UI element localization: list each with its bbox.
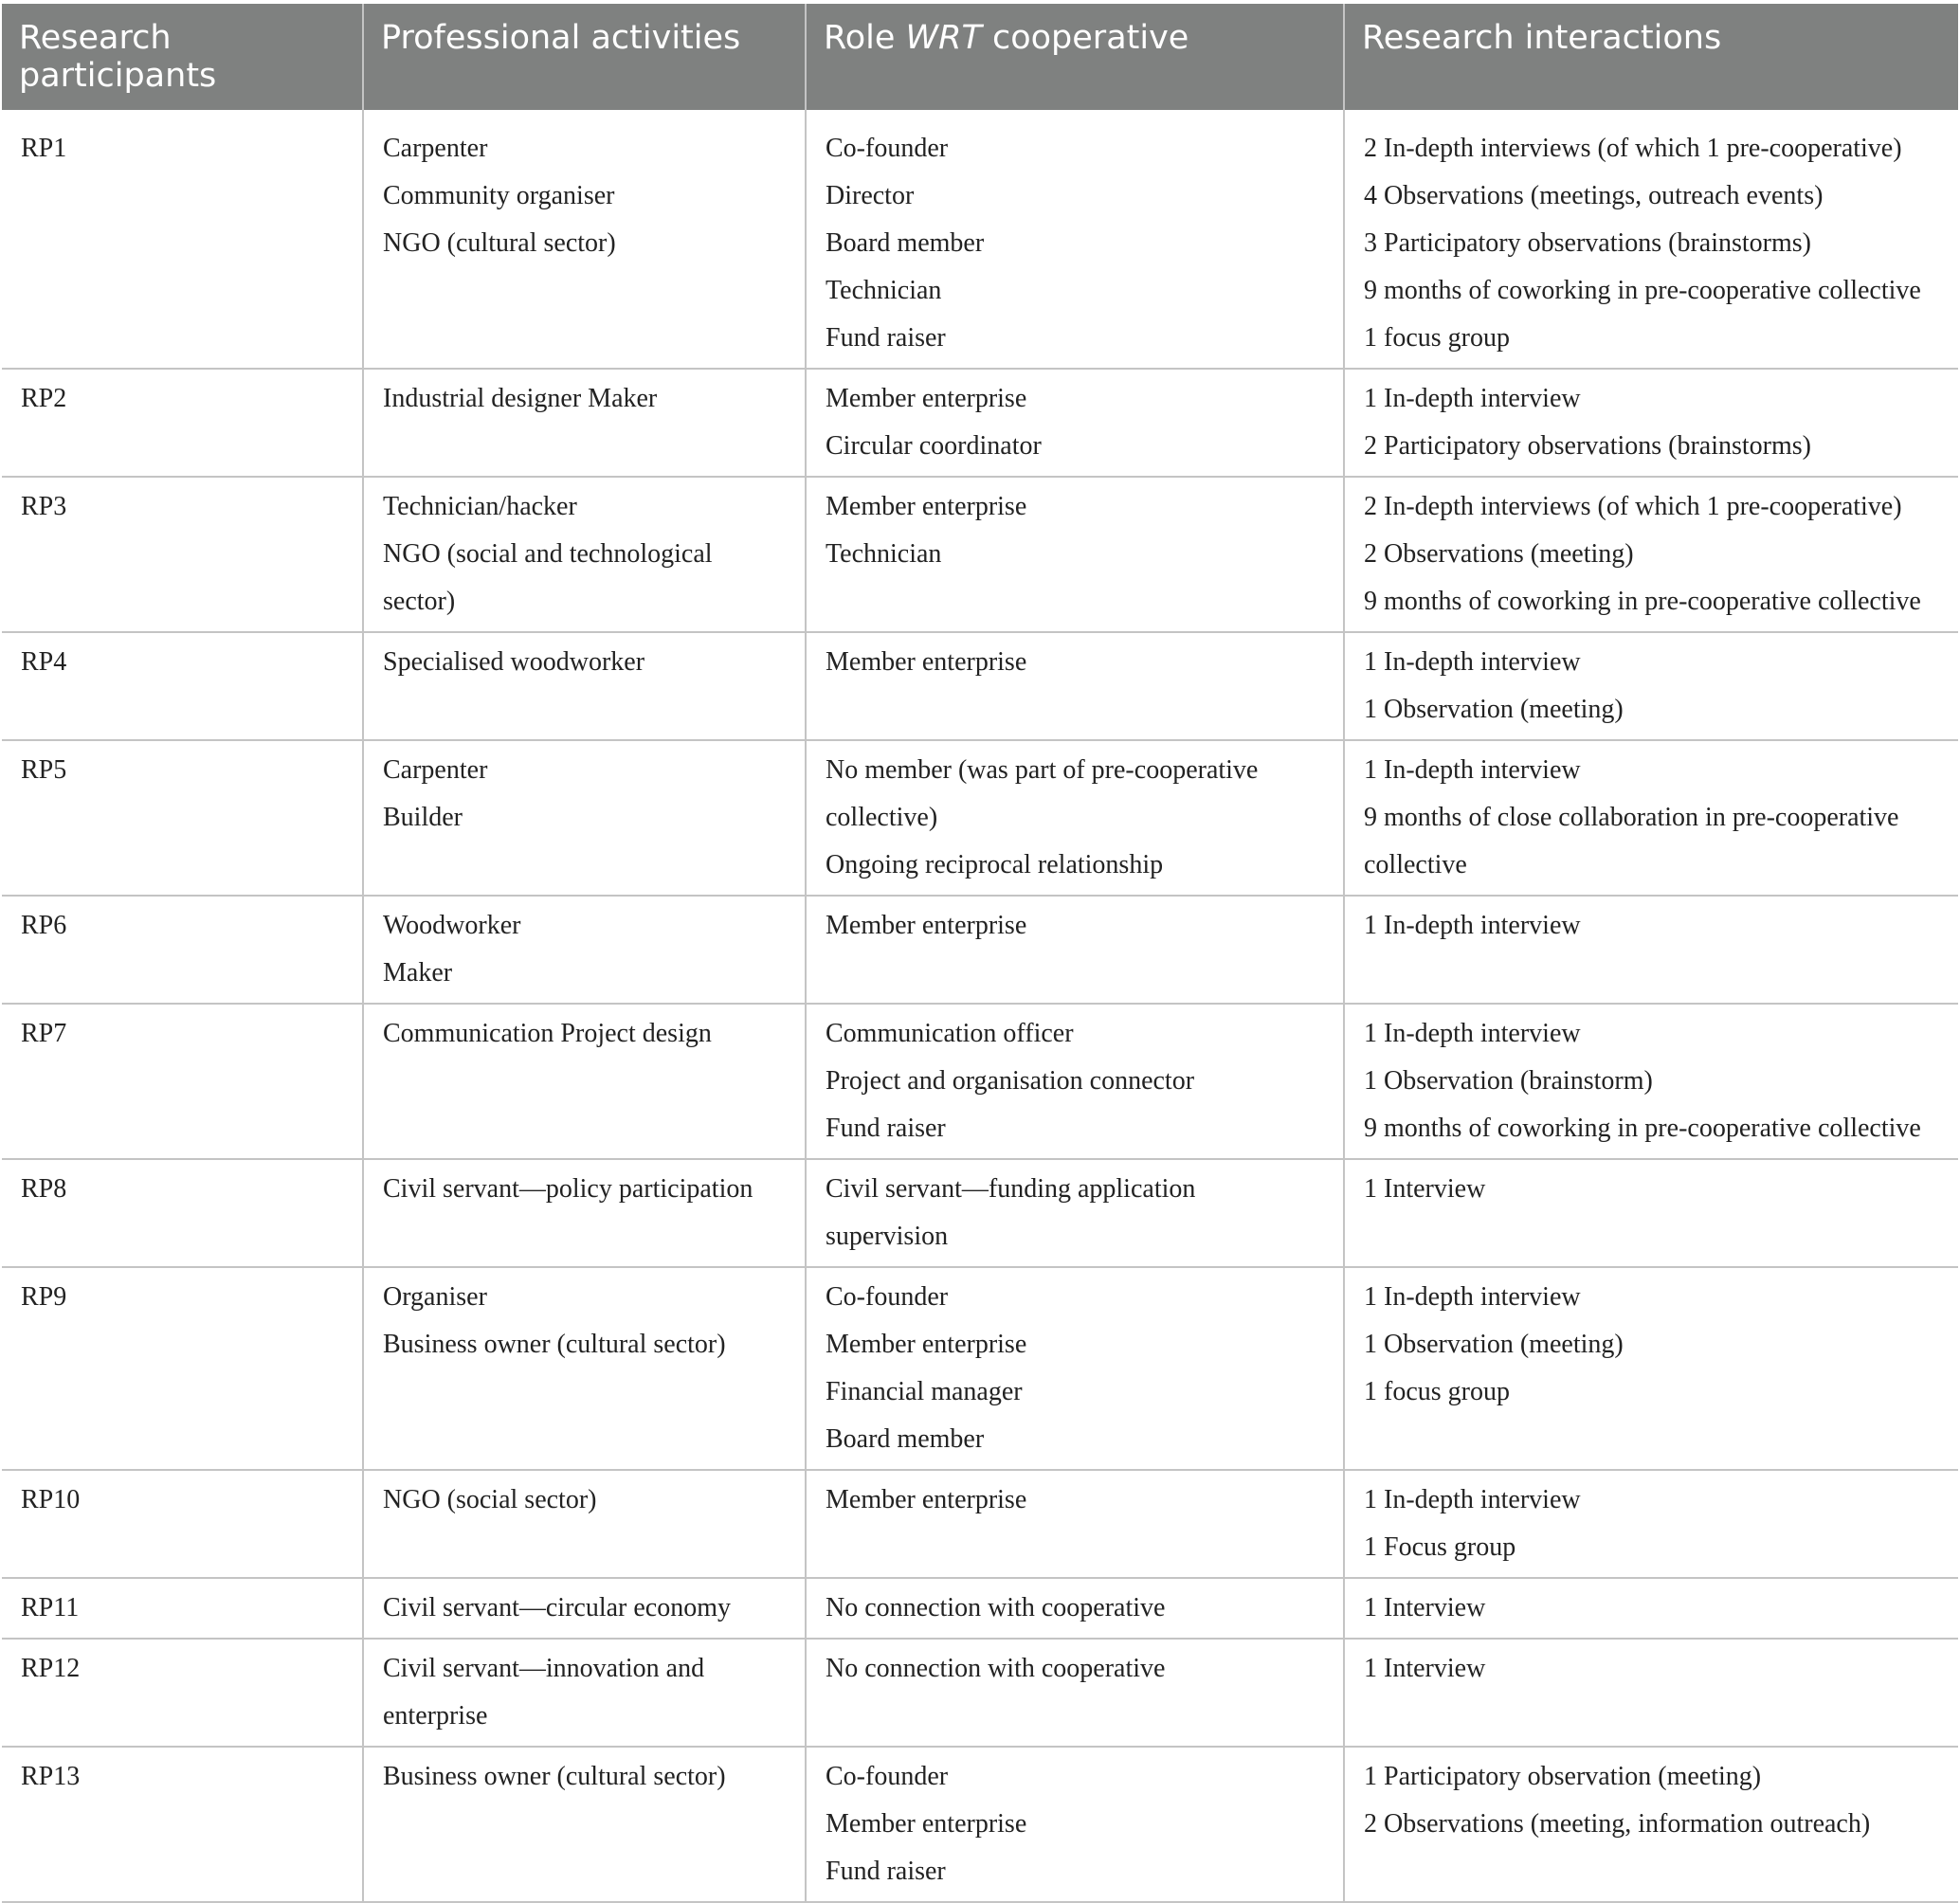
professional-activities-cell bbox=[363, 110, 806, 369]
cell-line: 9 months of coworking in pre-cooperative collective bbox=[1364, 1114, 1921, 1143]
cell-line: 1 Observation (meeting) bbox=[1364, 1330, 1624, 1359]
cell-line: Board member bbox=[826, 1424, 985, 1454]
professional-activities-cell bbox=[363, 896, 806, 1004]
table-row bbox=[2, 1267, 1958, 1470]
cell-line: 1 focus group bbox=[1364, 1377, 1510, 1406]
cell-line: 1 In-depth interview bbox=[1364, 755, 1581, 785]
cell-line: Board member bbox=[826, 228, 985, 258]
table-row bbox=[2, 1639, 1958, 1747]
cell-line: 2 Participatory observations (brainstorms) bbox=[1364, 431, 1812, 461]
role-cell bbox=[806, 1159, 1344, 1267]
cell-line: 1 In-depth interview bbox=[1364, 911, 1581, 940]
cell-line: No connection with cooperative bbox=[826, 1593, 1166, 1622]
role-cell bbox=[806, 110, 1344, 369]
professional-activities-cell bbox=[363, 1267, 806, 1470]
cell-line: Member enterprise bbox=[826, 492, 1027, 521]
research-interactions-cell bbox=[1344, 1578, 1958, 1639]
cell-line: 1 In-depth interview bbox=[1364, 384, 1581, 413]
cell-line: Builder bbox=[383, 803, 463, 832]
participant-cell: RP12 bbox=[2, 1639, 363, 1747]
table-row bbox=[2, 1470, 1958, 1578]
cell-line: 2 Observations (meeting, information outreach) bbox=[1364, 1809, 1871, 1839]
participant-cell: RP1 bbox=[2, 110, 363, 369]
cell-line: 1 Observation (meeting) bbox=[1364, 695, 1624, 724]
cell-line: NGO (cultural sector) bbox=[383, 228, 616, 258]
role-cell bbox=[806, 1639, 1344, 1747]
cell-line: 1 Observation (brainstorm) bbox=[1364, 1066, 1653, 1096]
header-research-participants: Research participants bbox=[2, 4, 363, 110]
cell-line: Communication Project design bbox=[383, 1019, 712, 1048]
role-cell bbox=[806, 477, 1344, 632]
participant-cell: RP3 bbox=[2, 477, 363, 632]
professional-activities-cell bbox=[363, 740, 806, 896]
cell-line: Civil servant—funding application supervision bbox=[826, 1174, 1196, 1251]
participant-cell: RP5 bbox=[2, 740, 363, 896]
participant-cell: RP2 bbox=[2, 369, 363, 477]
research-interactions-cell bbox=[1344, 1159, 1958, 1267]
role-cell bbox=[806, 369, 1344, 477]
cell-line: Organiser bbox=[383, 1282, 487, 1312]
cell-line: Technician bbox=[826, 276, 942, 305]
table-row bbox=[2, 477, 1958, 632]
role-cell bbox=[806, 740, 1344, 896]
cell-line: 1 Participatory observation (meeting) bbox=[1364, 1762, 1762, 1791]
participant-cell: RP7 bbox=[2, 1004, 363, 1159]
table-row bbox=[2, 1578, 1958, 1639]
table-body bbox=[2, 110, 1958, 1902]
cell-line: Financial manager bbox=[826, 1377, 1023, 1406]
cell-line: 9 months of coworking in pre-cooperative collective bbox=[1364, 587, 1921, 616]
header-row bbox=[2, 4, 1958, 110]
participant-cell: RP11 bbox=[2, 1578, 363, 1639]
cell-line: 1 In-depth interview bbox=[1364, 647, 1581, 677]
research-interactions-cell bbox=[1344, 632, 1958, 740]
cell-line: Member enterprise bbox=[826, 1485, 1027, 1514]
professional-activities-cell bbox=[363, 1004, 806, 1159]
cell-line: Circular coordinator bbox=[826, 431, 1042, 461]
research-interactions-cell bbox=[1344, 1639, 1958, 1747]
participant-cell: RP10 bbox=[2, 1470, 363, 1578]
cell-line: Industrial designer Maker bbox=[383, 384, 658, 413]
cell-line: Business owner (cultural sector) bbox=[383, 1330, 726, 1359]
cell-line: 3 Participatory observations (brainstorms) bbox=[1364, 228, 1812, 258]
cell-line: Member enterprise bbox=[826, 911, 1027, 940]
role-cell bbox=[806, 1470, 1344, 1578]
research-interactions-cell bbox=[1344, 1004, 1958, 1159]
role-cell bbox=[806, 1267, 1344, 1470]
professional-activities-cell bbox=[363, 477, 806, 632]
professional-activities-cell bbox=[363, 369, 806, 477]
cell-line: Ongoing reciprocal relationship bbox=[826, 850, 1164, 879]
research-interactions-cell bbox=[1344, 740, 1958, 896]
cell-line: Fund raiser bbox=[826, 323, 946, 353]
cell-line: Maker bbox=[383, 958, 453, 988]
cell-line: Member enterprise bbox=[826, 1809, 1027, 1839]
cell-line: 1 Interview bbox=[1364, 1593, 1486, 1622]
cell-line: Technician/hacker bbox=[383, 492, 577, 521]
table-row bbox=[2, 1747, 1958, 1902]
professional-activities-cell bbox=[363, 1639, 806, 1747]
cell-line: 2 In-depth interviews (of which 1 pre-cooperative) bbox=[1364, 492, 1902, 521]
professional-activities-cell bbox=[363, 1578, 806, 1639]
cell-line: Technician bbox=[826, 539, 942, 569]
research-interactions-cell bbox=[1344, 1470, 1958, 1578]
cell-line: 2 In-depth interviews (of which 1 pre-cooperative) bbox=[1364, 134, 1902, 163]
cell-line: Co-founder bbox=[826, 134, 949, 163]
cell-line: Member enterprise bbox=[826, 647, 1027, 677]
cell-line: Co-founder bbox=[826, 1282, 949, 1312]
cell-line: 1 In-depth interview bbox=[1364, 1282, 1581, 1312]
participants-table bbox=[2, 4, 1958, 1903]
table-row bbox=[2, 632, 1958, 740]
cell-line: Business owner (cultural sector) bbox=[383, 1762, 726, 1791]
participant-cell: RP9 bbox=[2, 1267, 363, 1470]
cell-line: Community organiser bbox=[383, 181, 615, 210]
header-role-wrt-cooperative: Role WRT cooperative bbox=[806, 4, 1344, 110]
role-cell bbox=[806, 1747, 1344, 1902]
table-row bbox=[2, 896, 1958, 1004]
cell-line: No connection with cooperative bbox=[826, 1654, 1166, 1683]
cell-line: Member enterprise bbox=[826, 1330, 1027, 1359]
cell-line: 1 Focus group bbox=[1364, 1532, 1516, 1562]
research-interactions-cell bbox=[1344, 896, 1958, 1004]
cell-line: Director bbox=[826, 181, 915, 210]
cell-line: 1 In-depth interview bbox=[1364, 1019, 1581, 1048]
role-cell bbox=[806, 896, 1344, 1004]
cell-line: 1 Interview bbox=[1364, 1654, 1486, 1683]
table-row bbox=[2, 1159, 1958, 1267]
participant-cell: RP4 bbox=[2, 632, 363, 740]
role-cell bbox=[806, 1004, 1344, 1159]
table-row bbox=[2, 110, 1958, 369]
header-professional-activities: Professional activities bbox=[363, 4, 806, 110]
participant-cell: RP8 bbox=[2, 1159, 363, 1267]
research-interactions-cell bbox=[1344, 1747, 1958, 1902]
cell-line: 1 Interview bbox=[1364, 1174, 1486, 1204]
research-interactions-cell bbox=[1344, 477, 1958, 632]
cell-line: Civil servant—policy participation bbox=[383, 1174, 753, 1204]
cell-line: 4 Observations (meetings, outreach events) bbox=[1364, 181, 1824, 210]
cell-line: Project and organisation connector bbox=[826, 1066, 1195, 1096]
cell-line: NGO (social and technological sector) bbox=[383, 539, 713, 616]
table-row bbox=[2, 740, 1958, 896]
research-interactions-cell bbox=[1344, 369, 1958, 477]
cell-line: 9 months of close collaboration in pre-cooperative collective bbox=[1364, 803, 1899, 879]
cell-line: 9 months of coworking in pre-cooperative collective bbox=[1364, 276, 1921, 305]
cell-line: Specialised woodworker bbox=[383, 647, 645, 677]
cell-line: Member enterprise bbox=[826, 384, 1027, 413]
cell-line: 1 In-depth interview bbox=[1364, 1485, 1581, 1514]
table-row bbox=[2, 1004, 1958, 1159]
professional-activities-cell bbox=[363, 632, 806, 740]
research-interactions-cell bbox=[1344, 1267, 1958, 1470]
cell-line: Civil servant—circular economy bbox=[383, 1593, 731, 1622]
cell-line: Fund raiser bbox=[826, 1857, 946, 1886]
research-interactions-cell bbox=[1344, 110, 1958, 369]
cell-line: No member (was part of pre-cooperative collective) bbox=[826, 755, 1259, 832]
cell-line: 1 focus group bbox=[1364, 323, 1510, 353]
cell-line: 2 Observations (meeting) bbox=[1364, 539, 1634, 569]
cell-line: Co-founder bbox=[826, 1762, 949, 1791]
role-cell bbox=[806, 1578, 1344, 1639]
cell-line: Carpenter bbox=[383, 134, 488, 163]
table-row bbox=[2, 369, 1958, 477]
professional-activities-cell bbox=[363, 1470, 806, 1578]
cell-line: Communication officer bbox=[826, 1019, 1074, 1048]
cell-line: Civil servant—innovation and enterprise bbox=[383, 1654, 705, 1731]
cell-line: Carpenter bbox=[383, 755, 488, 785]
role-cell bbox=[806, 632, 1344, 740]
header-research-interactions: Research interactions bbox=[1344, 4, 1958, 110]
professional-activities-cell bbox=[363, 1159, 806, 1267]
cell-line: Fund raiser bbox=[826, 1114, 946, 1143]
participant-cell: RP13 bbox=[2, 1747, 363, 1902]
professional-activities-cell bbox=[363, 1747, 806, 1902]
cell-line: NGO (social sector) bbox=[383, 1485, 597, 1514]
cell-line: Woodworker bbox=[383, 911, 521, 940]
participant-cell: RP6 bbox=[2, 896, 363, 1004]
